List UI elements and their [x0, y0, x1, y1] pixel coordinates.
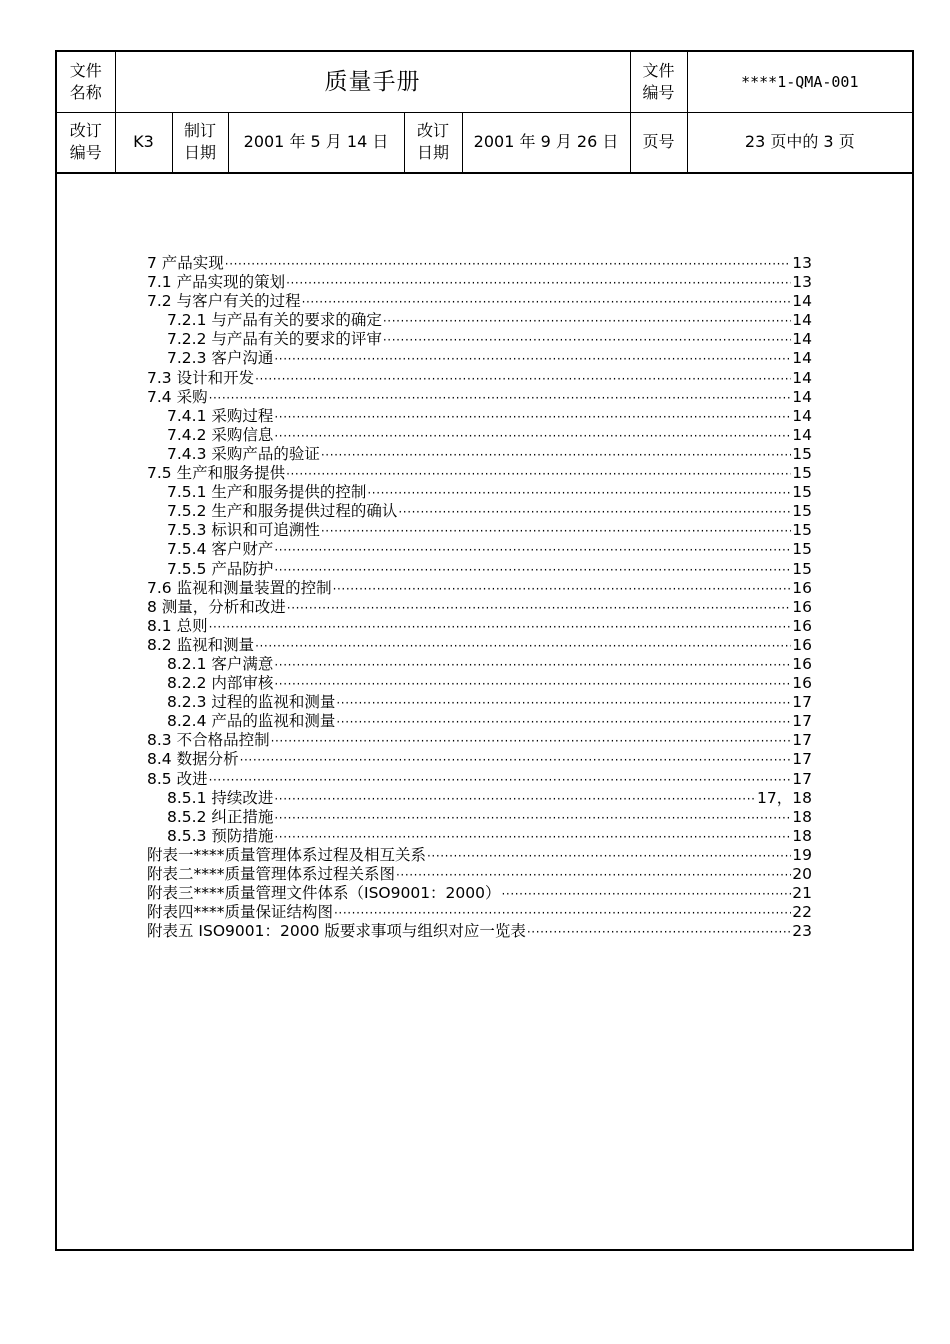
toc-entry-page: 15 [792, 483, 812, 502]
toc-dot-leader [255, 637, 791, 656]
toc-entry[interactable] [147, 789, 812, 808]
toc-entry[interactable] [147, 388, 812, 407]
toc-dot-leader [255, 370, 791, 389]
toc-entry-page: 15 [792, 464, 812, 483]
toc-dot-leader [274, 350, 791, 369]
toc-entry-title: 7.4 采购 [147, 387, 208, 406]
toc-entry-page: 14 [792, 406, 812, 425]
toc-entry-title: 7.5 生产和服务提供 [147, 464, 286, 483]
toc-entry-title: 7.2.2 与产品有关的要求的评审 [167, 330, 382, 349]
toc-entry-page: 15 [792, 444, 812, 463]
toc-dot-leader [302, 293, 792, 312]
page-number-value: 23 页中的 3 页 [687, 112, 912, 173]
toc-dot-leader [274, 656, 791, 675]
toc-dot-leader [286, 274, 791, 293]
document-number: ****1-QMA-001 [687, 52, 912, 112]
toc-entry[interactable] [147, 330, 812, 349]
toc-dot-leader [336, 694, 791, 713]
made-date-label: 制订 日期 [172, 112, 228, 173]
toc-entry[interactable] [147, 922, 812, 941]
toc-entry[interactable] [147, 349, 812, 368]
toc-dot-leader [274, 828, 791, 847]
toc-dot-leader [274, 408, 791, 427]
toc-entry-title: 7.5.5 产品防护 [167, 559, 274, 578]
toc-dot-leader [336, 713, 791, 732]
toc-dot-leader [333, 580, 792, 599]
toc-entry-title: 7.4.1 采购过程 [167, 406, 274, 425]
toc-entry-title: 附表四****质量保证结构图 [147, 903, 334, 922]
revised-date-value: 2001 年 9 月 26 日 [462, 112, 630, 173]
document-header-table [57, 52, 912, 174]
toc-entry-page: 21 [792, 884, 812, 903]
toc-entry[interactable] [147, 636, 812, 655]
toc-entry-page: 14 [792, 330, 812, 349]
toc-dot-leader [286, 465, 791, 484]
toc-entry-page: 16 [792, 616, 812, 635]
toc-entry[interactable] [147, 693, 812, 712]
toc-entry[interactable] [147, 750, 812, 769]
toc-entry[interactable] [147, 502, 812, 521]
toc-entry[interactable] [147, 770, 812, 789]
toc-entry-page: 16 [792, 654, 812, 673]
toc-entry-page: 13 [792, 273, 812, 292]
toc-entry-page: 17 [792, 769, 812, 788]
toc-dot-leader [274, 541, 791, 560]
toc-dot-leader [274, 809, 791, 828]
toc-entry-page: 16 [792, 597, 812, 616]
toc-dot-leader [367, 484, 791, 503]
toc-dot-leader [209, 618, 792, 637]
toc-entry-title: 7 产品实现 [147, 254, 224, 272]
toc-entry-title: 7.4.2 采购信息 [167, 425, 274, 444]
toc-entry-title: 8.5 改进 [147, 769, 208, 788]
toc-dot-leader [274, 561, 791, 580]
toc-entry-page: 14 [792, 368, 812, 387]
toc-entry-title: 8 测量，分析和改进 [147, 597, 286, 616]
toc-entry[interactable] [147, 655, 812, 674]
toc-entry[interactable] [147, 254, 812, 273]
toc-entry-page: 15 [792, 559, 812, 578]
toc-entry-page: 22 [792, 903, 812, 922]
toc-dot-leader [209, 389, 792, 408]
revised-date-label: 改订 日期 [404, 112, 462, 173]
toc-entry-page: 17 [792, 731, 812, 750]
toc-entry-title: 7.5.4 客户财产 [167, 540, 274, 559]
made-date-value: 2001 年 5 月 14 日 [228, 112, 404, 173]
toc-entry[interactable] [147, 540, 812, 559]
toc-entry-title: 8.2 监视和测量 [147, 635, 255, 654]
toc-dot-leader [225, 255, 791, 274]
toc-entry-page: 19 [792, 845, 812, 864]
toc-entry[interactable] [147, 579, 812, 598]
toc-entry-title: 7.4.3 采购产品的验证 [167, 444, 320, 463]
table-of-contents [147, 254, 812, 941]
toc-entry[interactable] [147, 617, 812, 636]
toc-entry-title: 8.5.2 纠正措施 [167, 807, 274, 826]
toc-dot-leader [334, 904, 791, 923]
toc-dot-leader [398, 503, 791, 522]
toc-entry[interactable] [147, 369, 812, 388]
toc-entry[interactable] [147, 674, 812, 693]
toc-entry[interactable] [147, 560, 812, 579]
toc-entry-title: 7.2.3 客户沟通 [167, 349, 274, 368]
toc-dot-leader [502, 885, 792, 904]
toc-entry-title: 7.6 监视和测量装置的控制 [147, 578, 332, 597]
toc-entry-title: 7.5.2 生产和服务提供过程的确认 [167, 502, 398, 521]
toc-entry-title: 8.2.3 过程的监视和测量 [167, 693, 336, 712]
toc-entry[interactable] [147, 865, 812, 884]
toc-entry-page: 14 [792, 425, 812, 444]
toc-dot-leader [427, 847, 791, 866]
page-number-label: 页号 [630, 112, 687, 173]
toc-entry[interactable] [147, 808, 812, 827]
toc-dot-leader [321, 522, 791, 541]
toc-entry-page: 14 [792, 311, 812, 330]
toc-entry-title: 7.1 产品实现的策划 [147, 273, 286, 292]
toc-entry-page: 17，18 [757, 788, 812, 807]
toc-entry[interactable] [147, 731, 812, 750]
toc-entry[interactable] [147, 426, 812, 445]
toc-entry[interactable] [147, 273, 812, 292]
toc-entry-title: 附表一****质量管理体系过程及相互关系 [147, 845, 427, 864]
toc-entry-page: 16 [792, 674, 812, 693]
document-title: 质量手册 [115, 52, 630, 112]
toc-entry-page: 17 [792, 750, 812, 769]
toc-entry[interactable] [147, 292, 812, 311]
toc-entry[interactable] [147, 846, 812, 865]
toc-dot-leader [396, 866, 791, 885]
toc-dot-leader [209, 771, 792, 790]
toc-entry-page: 20 [792, 865, 812, 883]
toc-entry[interactable] [147, 464, 812, 483]
toc-entry[interactable] [147, 311, 812, 330]
doc-number-label: 文件 编号 [630, 52, 687, 112]
toc-entry-title: 8.3 不合格品控制 [147, 731, 270, 750]
toc-dot-leader [274, 427, 791, 446]
toc-entry-title: 7.2.1 与产品有关的要求的确定 [167, 311, 382, 330]
toc-entry-title: 7.2 与客户有关的过程 [147, 292, 301, 311]
toc-entry[interactable] [147, 407, 812, 426]
toc-dot-leader [274, 790, 756, 809]
toc-entry-title: 8.4 数据分析 [147, 750, 239, 769]
toc-entry[interactable] [147, 521, 812, 540]
toc-entry-page: 14 [792, 387, 812, 406]
toc-entry[interactable] [147, 827, 812, 846]
toc-entry[interactable] [147, 483, 812, 502]
toc-entry-page: 23 [792, 922, 812, 941]
toc-entry-page: 18 [792, 826, 812, 845]
toc-entry-page: 15 [792, 540, 812, 559]
toc-entry-title: 8.2.1 客户满意 [167, 654, 274, 673]
toc-entry-page: 17 [792, 693, 812, 712]
toc-entry-title: 8.2.4 产品的监视和测量 [167, 712, 336, 731]
toc-entry-title: 7.5.3 标识和可追溯性 [167, 521, 320, 540]
toc-entry-title: 7.5.1 生产和服务提供的控制 [167, 483, 367, 502]
toc-dot-leader [287, 599, 791, 618]
toc-entry-title: 8.5.1 持续改进 [167, 788, 274, 807]
toc-entry-page: 14 [792, 349, 812, 368]
toc-entry-page: 16 [792, 578, 812, 597]
toc-entry[interactable] [147, 903, 812, 922]
toc-entry[interactable] [147, 884, 812, 903]
toc-dot-leader [271, 732, 792, 751]
toc-entry-page: 13 [792, 254, 812, 272]
toc-entry-title: 8.1 总则 [147, 616, 208, 635]
toc-entry-page: 18 [792, 807, 812, 826]
revision-label: 改订 编号 [57, 112, 115, 173]
toc-entry-title: 8.2.2 内部审核 [167, 674, 274, 693]
toc-entry[interactable] [147, 712, 812, 731]
toc-dot-leader [240, 751, 792, 770]
toc-entry-page: 15 [792, 521, 812, 540]
toc-entry-title: 7.3 设计和开发 [147, 368, 255, 387]
toc-dot-leader [274, 675, 791, 694]
toc-entry-title: 附表五 ISO9001：2000 版要求事项与组织对应一览表 [147, 922, 526, 941]
doc-name-label: 文件 名称 [57, 52, 115, 112]
toc-entry-page: 16 [792, 635, 812, 654]
revision-value: K3 [115, 112, 172, 173]
toc-entry-title: 附表二****质量管理体系过程关系图 [147, 865, 396, 883]
toc-dot-leader [383, 331, 791, 350]
toc-entry[interactable] [147, 445, 812, 464]
toc-dot-leader [321, 446, 791, 465]
toc-entry-page: 14 [792, 292, 812, 311]
toc-dot-leader [383, 312, 791, 331]
toc-entry-title: 附表三****质量管理文件体系（ISO9001：2000） [147, 884, 501, 903]
toc-entry-page: 15 [792, 502, 812, 521]
toc-dot-leader [527, 923, 791, 942]
toc-entry[interactable] [147, 598, 812, 617]
toc-entry-title: 8.5.3 预防措施 [167, 826, 274, 845]
toc-entry-page: 17 [792, 712, 812, 731]
